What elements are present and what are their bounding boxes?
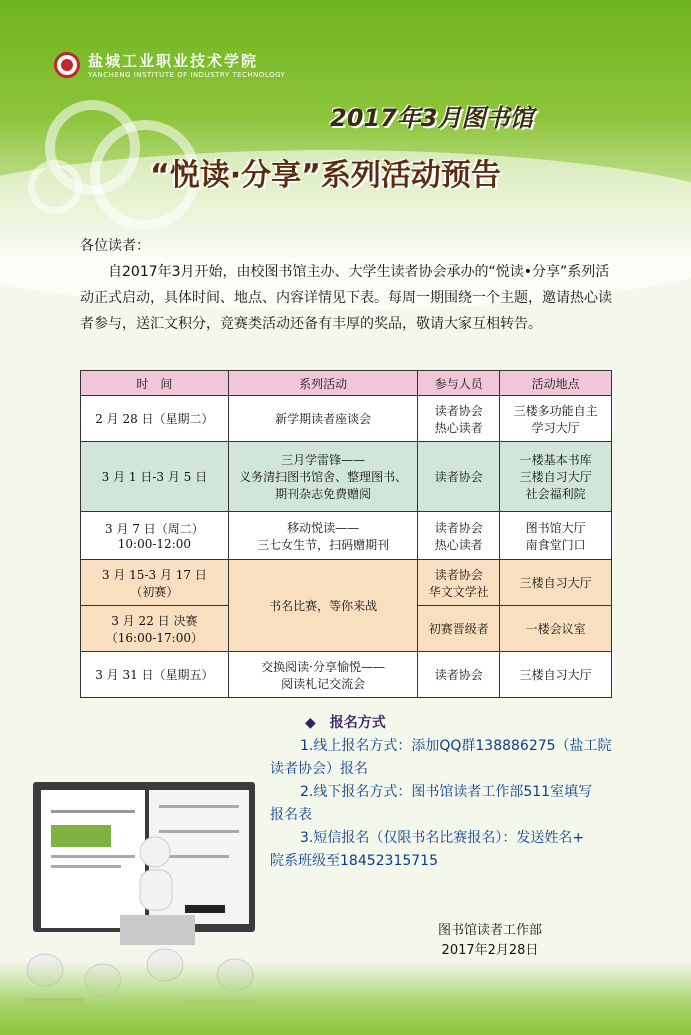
activity-cell: 移动悦读—— 三七女生节，扫码赠期刊 bbox=[228, 512, 418, 560]
school-name-zh: 盐城工业职业技术学院 bbox=[88, 52, 259, 70]
date: 2017年2月28日 bbox=[441, 943, 539, 958]
people-cell: 读者协会 热心读者 bbox=[418, 512, 500, 560]
department: 图书馆读者工作部 bbox=[438, 923, 543, 938]
registration-title: ◆ 报名方式 bbox=[305, 715, 386, 731]
table-header-row bbox=[81, 371, 612, 396]
time-cell: 3 月 15-3 月 17 日 （初赛） bbox=[81, 560, 229, 606]
school-name-en: YANCHENG INSTITUTE OF INDUSTRY TECHNOLOGY bbox=[88, 71, 286, 79]
place-cell: 三楼多功能自主 学习大厅 bbox=[500, 396, 612, 442]
activity-cell: 交换阅读·分享愉悦—— 阅读札记交流会 bbox=[228, 652, 418, 698]
people-cell: 初赛晋级者 bbox=[418, 606, 500, 652]
place-cell: 图书馆大厅 南食堂门口 bbox=[500, 512, 612, 560]
registration-item: 报名表 bbox=[270, 807, 312, 823]
title-line1: 2017年3月图书馆 bbox=[330, 104, 534, 132]
registration-item: 读者协会）报名 bbox=[270, 761, 368, 777]
greeting: 各位读者： bbox=[80, 238, 150, 254]
place-cell: 三楼自习大厅 bbox=[500, 560, 612, 606]
diamond-icon: ◆ bbox=[305, 715, 316, 731]
title-line2: “悦读·分享”系列活动预告 bbox=[150, 158, 501, 193]
place-cell: 一楼会议室 bbox=[500, 606, 612, 652]
activity-cell: 书名比赛，等你来战 bbox=[228, 560, 418, 652]
registration-section bbox=[270, 712, 630, 873]
activity-cell: 三月学雷锋—— 义务清扫图书馆舍、整理图书、 期刊杂志免费赠阅 bbox=[228, 442, 418, 512]
table-row bbox=[81, 442, 612, 512]
bottom-green-background bbox=[0, 960, 691, 1035]
intro-body: 自2017年3月开始，由校图书馆主办、大学生读者协会承办的“悦读•分享”系列活动正式启动，具体时间、地点、内容详情见下表。每周一期围绕一个主题，邀请热心读者参与，送汇文积分，竞赛类活动还备有丰厚的奖品，敬请大家互相转告。 bbox=[80, 264, 612, 332]
school-logo-icon bbox=[54, 52, 80, 78]
table-row bbox=[81, 560, 612, 606]
header-cell: 参与人员 bbox=[418, 371, 500, 396]
registration-item: 2.线下报名方式：图书馆读者工作部511室填写 bbox=[300, 784, 593, 800]
registration-item: 1.线上报名方式：添加QQ群138886275（盐工院 bbox=[300, 738, 612, 754]
intro-text bbox=[80, 233, 620, 337]
activity-schedule-table bbox=[80, 370, 612, 698]
place-cell: 三楼自习大厅 bbox=[500, 652, 612, 698]
header-cell: 活动地点 bbox=[500, 371, 612, 396]
people-cell: 读者协会 华文文学社 bbox=[418, 560, 500, 606]
table-row bbox=[81, 512, 612, 560]
people-cell: 读者协会 bbox=[418, 442, 500, 512]
header-cell: 系列活动 bbox=[228, 371, 418, 396]
time-cell: 3 月 31 日（星期五） bbox=[81, 652, 229, 698]
decorative-ring bbox=[28, 160, 82, 214]
time-cell: 3 月 22 日 决赛 （16:00-17:00） bbox=[81, 606, 229, 652]
people-cell: 读者协会 热心读者 bbox=[418, 396, 500, 442]
place-cell: 一楼基本书库 三楼自习大厅 社会福利院 bbox=[500, 442, 612, 512]
time-cell: 3 月 7 日（周二） 10:00-12:00 bbox=[81, 512, 229, 560]
registration-item: 3.短信报名（仅限书名比赛报名）：发送姓名+ bbox=[300, 830, 585, 846]
time-cell: 3 月 1 日-3 月 5 日 bbox=[81, 442, 229, 512]
school-header bbox=[54, 50, 285, 79]
signature bbox=[438, 921, 542, 961]
people-cell: 读者协会 bbox=[418, 652, 500, 698]
time-cell: 2 月 28 日（星期二） bbox=[81, 396, 229, 442]
table-row bbox=[81, 396, 612, 442]
registration-item: 院系班级至18452315715 bbox=[270, 853, 438, 869]
table-row bbox=[81, 652, 612, 698]
activity-cell: 新学期读者座谈会 bbox=[228, 396, 418, 442]
header-cell: 时 间 bbox=[81, 371, 229, 396]
